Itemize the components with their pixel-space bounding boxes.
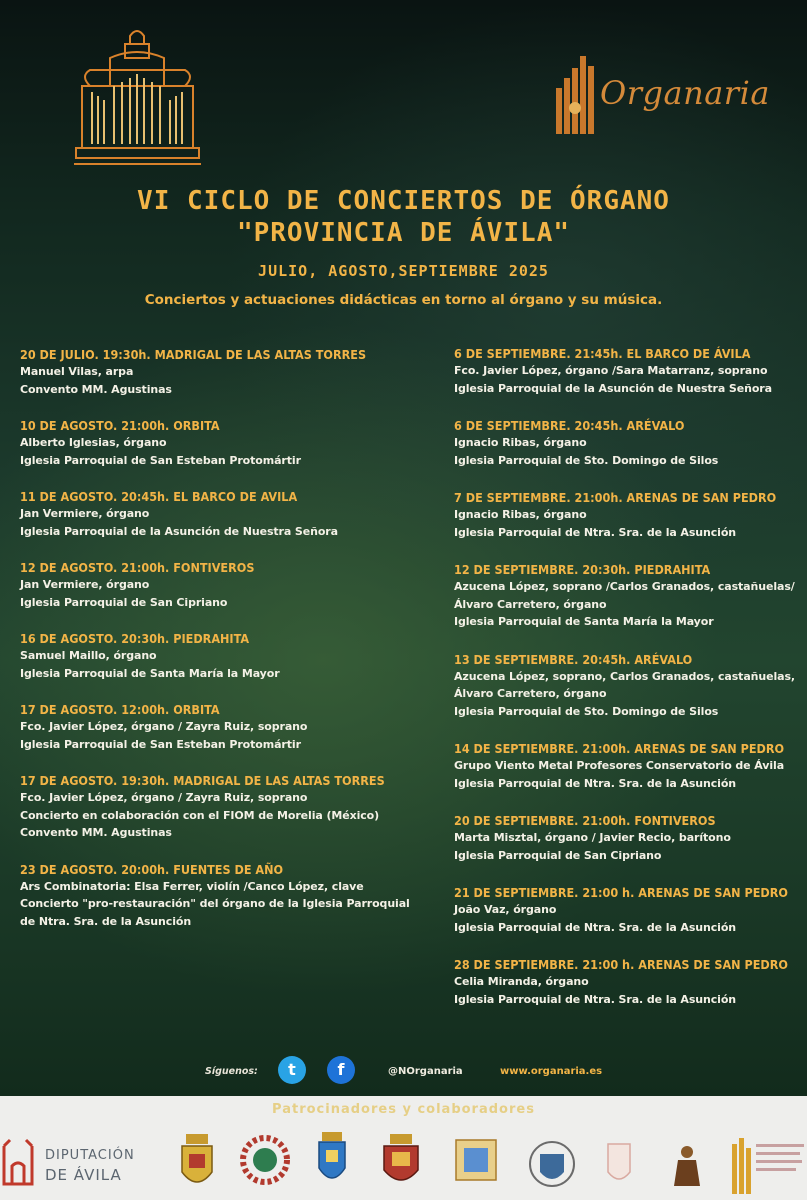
subtitle: Conciertos y actuaciones didácticas en torno al órgano y su música. [144, 292, 663, 308]
event-venue: Iglesia Parroquial de Santa María la Mayor [20, 666, 280, 680]
twitter-icon[interactable]: t [278, 1056, 306, 1084]
event-item [454, 813, 804, 864]
sponsors-footer [0, 1096, 807, 1200]
facebook-icon[interactable]: f [327, 1056, 355, 1084]
event-date-time-place: 21 DE SEPTIEMBRE. 21:00 h. ARENAS DE SAN PEDRO [454, 885, 788, 900]
sponsors-title: Patrocinadores y colaboradores [272, 1102, 535, 1117]
event-venue: Iglesia Parroquial de San Esteban Protomártir [20, 453, 301, 467]
event-item [20, 347, 435, 398]
event-venue: Álvaro Carretero, órgano [454, 687, 607, 700]
event-date-time-place: 13 DE SEPTIEMBRE. 20:45h. ARÉVALO [454, 651, 693, 667]
event-performers: Azucena López, soprano, Carlos Granados, castañuelas, [454, 669, 796, 683]
event-performers: Jan Vermiere, órgano [20, 507, 150, 520]
event-item [454, 652, 804, 721]
organaria-pipes-icon [550, 48, 600, 138]
event-venue: Iglesia Parroquial de Ntra. Sra. de la Asunción [454, 992, 737, 1006]
event-venue: Convento MM. Agustinas [20, 826, 172, 839]
event-item [454, 418, 804, 469]
organaria-brand-name: Organaria [600, 74, 770, 112]
event-date-time-place: 17 DE AGOSTO. 12:00h. ORBITA [20, 702, 220, 717]
event-performers: Marta Misztal, órgano / Javier Recio, barítono [454, 831, 731, 844]
event-performers: Samuel Maillo, órgano [20, 649, 157, 662]
municipal-crest-icon [236, 1134, 294, 1186]
event-date-time-place: 23 DE AGOSTO. 20:00h. FUENTES DE AÑO [20, 861, 284, 877]
follow-label: Síguenos: [205, 1066, 258, 1077]
event-venue: Iglesia Parroquial de la Asunción de Nuestra Señora [454, 381, 772, 395]
event-venue: de Ntra. Sra. de la Asunción [20, 914, 192, 928]
event-venue: Concierto "pro-restauración" del órgano de la Iglesia Parroquial [20, 897, 410, 910]
event-performers: Fco. Javier López, órgano / Zayra Ruiz, soprano [20, 720, 308, 733]
event-item [454, 885, 804, 936]
event-performers: Alberto Iglesias, órgano [20, 436, 167, 449]
event-venue: Iglesia Parroquial de Ntra. Sra. de la Asunción [454, 525, 737, 539]
event-item [454, 562, 804, 631]
event-venue: Convento MM. Agustinas [20, 382, 172, 396]
event-date-time-place: 28 DE SEPTIEMBRE. 21:00 h. ARENAS DE SAN PEDRO [454, 957, 788, 972]
organ-facade-logo [70, 26, 205, 168]
municipal-crest-icon [604, 1138, 634, 1188]
event-venue: Iglesia Parroquial de Sto. Domingo de Silos [454, 453, 719, 467]
event-item [454, 490, 804, 541]
website-link[interactable]: www.organaria.es [500, 1066, 603, 1077]
event-item [20, 418, 435, 469]
event-date-time-place: 16 DE AGOSTO. 20:30h. PIEDRAHITA [20, 631, 250, 646]
events-column-left [20, 347, 435, 930]
season-dates: JULIO, AGOSTO,SEPTIEMBRE 2025 [258, 262, 549, 280]
diputacion-name-line2: DE ÁVILA [45, 1166, 122, 1184]
municipal-crest-icon [452, 1136, 500, 1186]
event-venue: Concierto en colaboración con el FIOM de Morelia (México) [20, 808, 380, 822]
event-performers: Fco. Javier López, órgano /Sara Matarranz, soprano [454, 364, 768, 377]
event-item [454, 346, 804, 397]
social-handle[interactable]: @NOrganaria [388, 1066, 463, 1077]
events-column-right [454, 346, 804, 1008]
event-venue: Iglesia Parroquial de Ntra. Sra. de la Asunción [454, 776, 737, 790]
event-performers: Ignacio Ribas, órgano [454, 508, 587, 521]
municipal-crest-icon [378, 1132, 424, 1190]
event-item [20, 773, 435, 842]
event-item [20, 631, 435, 682]
event-date-time-place: 6 DE SEPTIEMBRE. 21:45h. EL BARCO DE ÁVILA [454, 346, 751, 361]
event-item [20, 489, 435, 540]
event-date-time-place: 20 DE JULIO. 19:30h. MADRIGAL DE LAS ALTAS TORRES [20, 347, 367, 362]
diputacion-name-line1: DIPUTACIÓN [45, 1148, 135, 1163]
municipal-crest-icon [178, 1132, 216, 1194]
event-date-time-place: 7 DE SEPTIEMBRE. 21:00h. ARENAS DE SAN PEDRO [454, 490, 777, 505]
event-item [454, 741, 804, 792]
event-venue: Iglesia Parroquial de Sto. Domingo de Silos [454, 704, 719, 718]
event-item [454, 957, 804, 1008]
event-venue: Iglesia Parroquial de la Asunción de Nuestra Señora [20, 524, 338, 538]
event-venue: Iglesia Parroquial de Santa María la Mayor [454, 615, 714, 628]
municipal-crest-icon [316, 1130, 348, 1190]
saint-figure-icon [672, 1144, 702, 1186]
event-performers: Fco. Javier López, órgano / Zayra Ruiz, soprano [20, 791, 308, 804]
event-date-time-place: 10 DE AGOSTO. 21:00h. ORBITA [20, 418, 220, 433]
event-performers: Manuel Vilas, arpa [20, 365, 134, 378]
municipal-crest-icon [526, 1136, 578, 1192]
event-venue: Iglesia Parroquial de San Cipriano [454, 848, 662, 862]
event-item [20, 702, 435, 753]
event-performers: Ignacio Ribas, órgano [454, 436, 587, 449]
event-date-time-place: 20 DE SEPTIEMBRE. 21:00h. FONTIVEROS [454, 813, 716, 828]
event-date-time-place: 11 DE AGOSTO. 20:45h. EL BARCO DE AVILA [20, 489, 298, 504]
event-date-time-place: 6 DE SEPTIEMBRE. 20:45h. ARÉVALO [454, 418, 685, 433]
festival-logo-icon [728, 1134, 807, 1196]
event-performers: Jan Vermiere, órgano [20, 578, 150, 591]
diputacion-castle-icon [0, 1136, 36, 1188]
event-venue: Álvaro Carretero, órgano [454, 597, 607, 611]
event-date-time-place: 14 DE SEPTIEMBRE. 21:00h. ARENAS DE SAN PEDRO [454, 741, 785, 756]
event-date-time-place: 17 DE AGOSTO. 19:30h. MADRIGAL DE LAS ALTAS TORRES [20, 773, 385, 788]
event-venue: Iglesia Parroquial de Ntra. Sra. de la Asunción [454, 920, 737, 934]
event-date-time-place: 12 DE SEPTIEMBRE. 20:30h. PIEDRAHITA [454, 562, 711, 577]
event-performers: Grupo Viento Metal Profesores Conservatorio de Ávila [454, 759, 785, 772]
event-venue: Iglesia Parroquial de San Cipriano [20, 595, 228, 609]
event-item [20, 560, 435, 611]
event-performers: Ars Combinatoria: Elsa Ferrer, violín /Canco López, clave [20, 879, 364, 893]
event-performers: Azucena López, soprano /Carlos Granados, castañuelas/ [454, 580, 795, 593]
event-item [20, 862, 435, 931]
event-performers: Celia Miranda, órgano [454, 975, 589, 988]
social-bar [0, 1052, 807, 1088]
event-date-time-place: 12 DE AGOSTO. 21:00h. FONTIVEROS [20, 560, 255, 575]
main-title-line1: VI CICLO DE CONCIERTOS DE ÓRGANO [137, 186, 670, 216]
event-performers: João Vaz, órgano [454, 903, 557, 916]
event-venue: Iglesia Parroquial de San Esteban Protomártir [20, 737, 301, 751]
main-title-line2: "PROVINCIA DE ÁVILA" [236, 218, 571, 248]
